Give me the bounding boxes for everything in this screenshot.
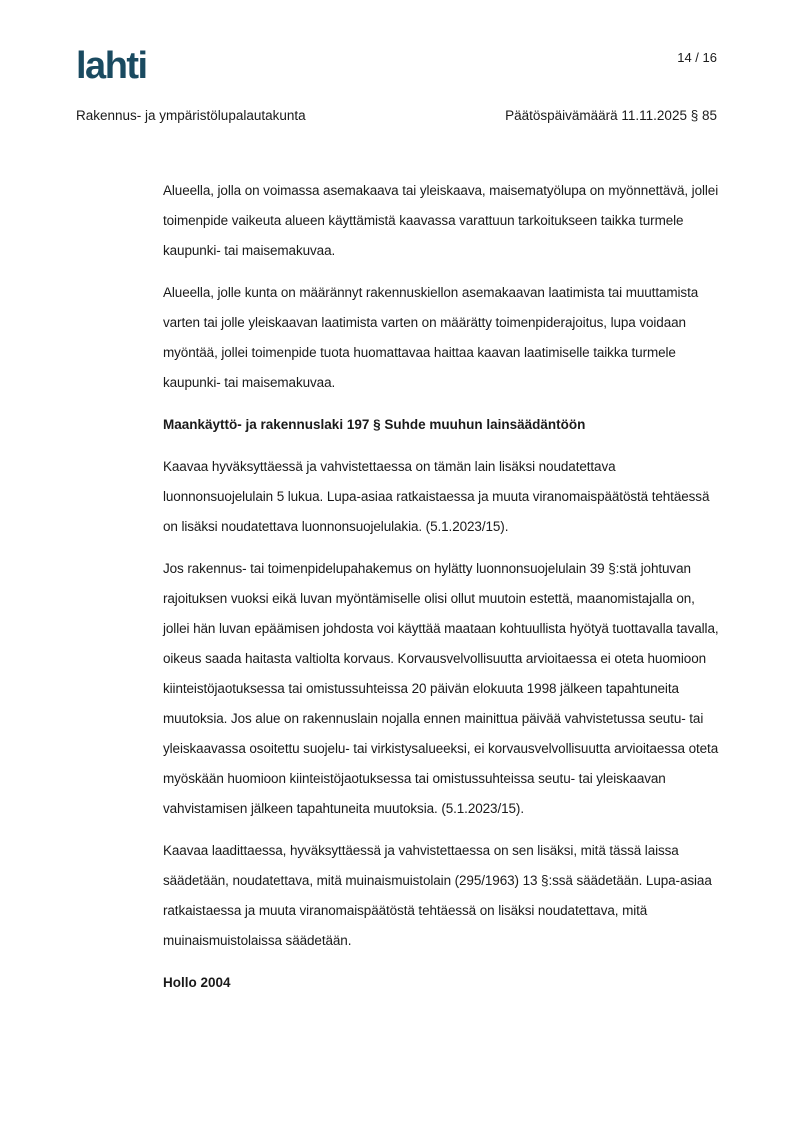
paragraph: Kaavaa laadittaessa, hyväksyttäessä ja vahvistettaessa on sen lisäksi, mitä tässä laissa säädetään, noudatettava, mitä muinaismuistolain (295/1963) 13 §:ssä säädetään. Lupa-asiaa ratkaistaessa ja muuta viranomaispäätöstä tehtäessä on lisäksi noudatettava, mitä muinaismuistolaissa säädetään. (163, 843, 712, 948)
decision-date: Päätöspäivämäärä 11.11.2025 § 85 (505, 108, 717, 123)
svg-text:lahti: lahti (76, 45, 147, 86)
paragraph: Alueella, jolle kunta on määrännyt rakennuskiellon asemakaavan laatimista tai muuttamista varten tai jolle yleiskaavan laatimista varten on määrätty toimenpiderajoitus, lupa voidaan myöntää, jollei toimenpide tuota huomattavaa haittaa kaavan laatimiselle taikka turmele kaupunki- tai maisemakuvaa. (163, 285, 699, 390)
document-body (163, 176, 723, 1010)
committee-name: Rakennus- ja ympäristölupalautakunta (76, 108, 306, 123)
page-number: 14 / 16 (677, 50, 717, 65)
paragraph: Jos rakennus- tai toimenpidelupahakemus on hylätty luonnonsuojelulain 39 §:stä johtuvan rajoituksen vuoksi eikä luvan myöntämiselle olisi ollut muutoin estettä, maanomistajalla on, jollei hän luvan epäämisen johdosta voi käyttää maataan kohtuullista hyötyä tuottavalla tavalla, oikeus saada haitasta valtiolta korvaus. Korvausvelvollisuutta arvioitaessa ei oteta huomioon kiinteistöjaotuksessa tai omistussuhteissa 20 päivän elokuuta 1998 jälkeen tapahtuneita muutoksia. Jos alue on rakennuslain nojalla ennen mainittua päivää vahvistetussa seutu- tai yleiskaavassa osoitettu suojelu- tai virkistysalueeksi, ei korvausvelvollisuutta arvioitaessa oteta myöskään huomioon kiinteistöjaotuksessa tai omistussuhteissa seutu- tai yleiskaavan vahvistamisen jälkeen tapahtuneita muutoksia. (5.1.2023/15). (163, 561, 719, 816)
paragraph: Kaavaa hyväksyttäessä ja vahvistettaessa on tämän lain lisäksi noudatettava luonnonsuojelulain 5 lukua. Lupa-asiaa ratkaistaessa ja muuta viranomaispäätöstä tehtäessä on lisäksi noudatettava luonnonsuojelulakia. (5.1.2023/15). (163, 459, 710, 534)
section-heading: Hollo 2004 (163, 975, 231, 990)
section-heading: Maankäyttö- ja rakennuslaki 197 § Suhde muuhun lainsäädäntöön (163, 417, 586, 432)
paragraph: Alueella, jolla on voimassa asemakaava tai yleiskaava, maisematyölupa on myönnettävä, jollei toimenpide vaikeuta alueen käyttämistä kaavassa varattuun tarkoitukseen taikka turmele kaupunki- tai maisemakuvaa. (163, 183, 719, 258)
lahti-logo (76, 42, 168, 86)
